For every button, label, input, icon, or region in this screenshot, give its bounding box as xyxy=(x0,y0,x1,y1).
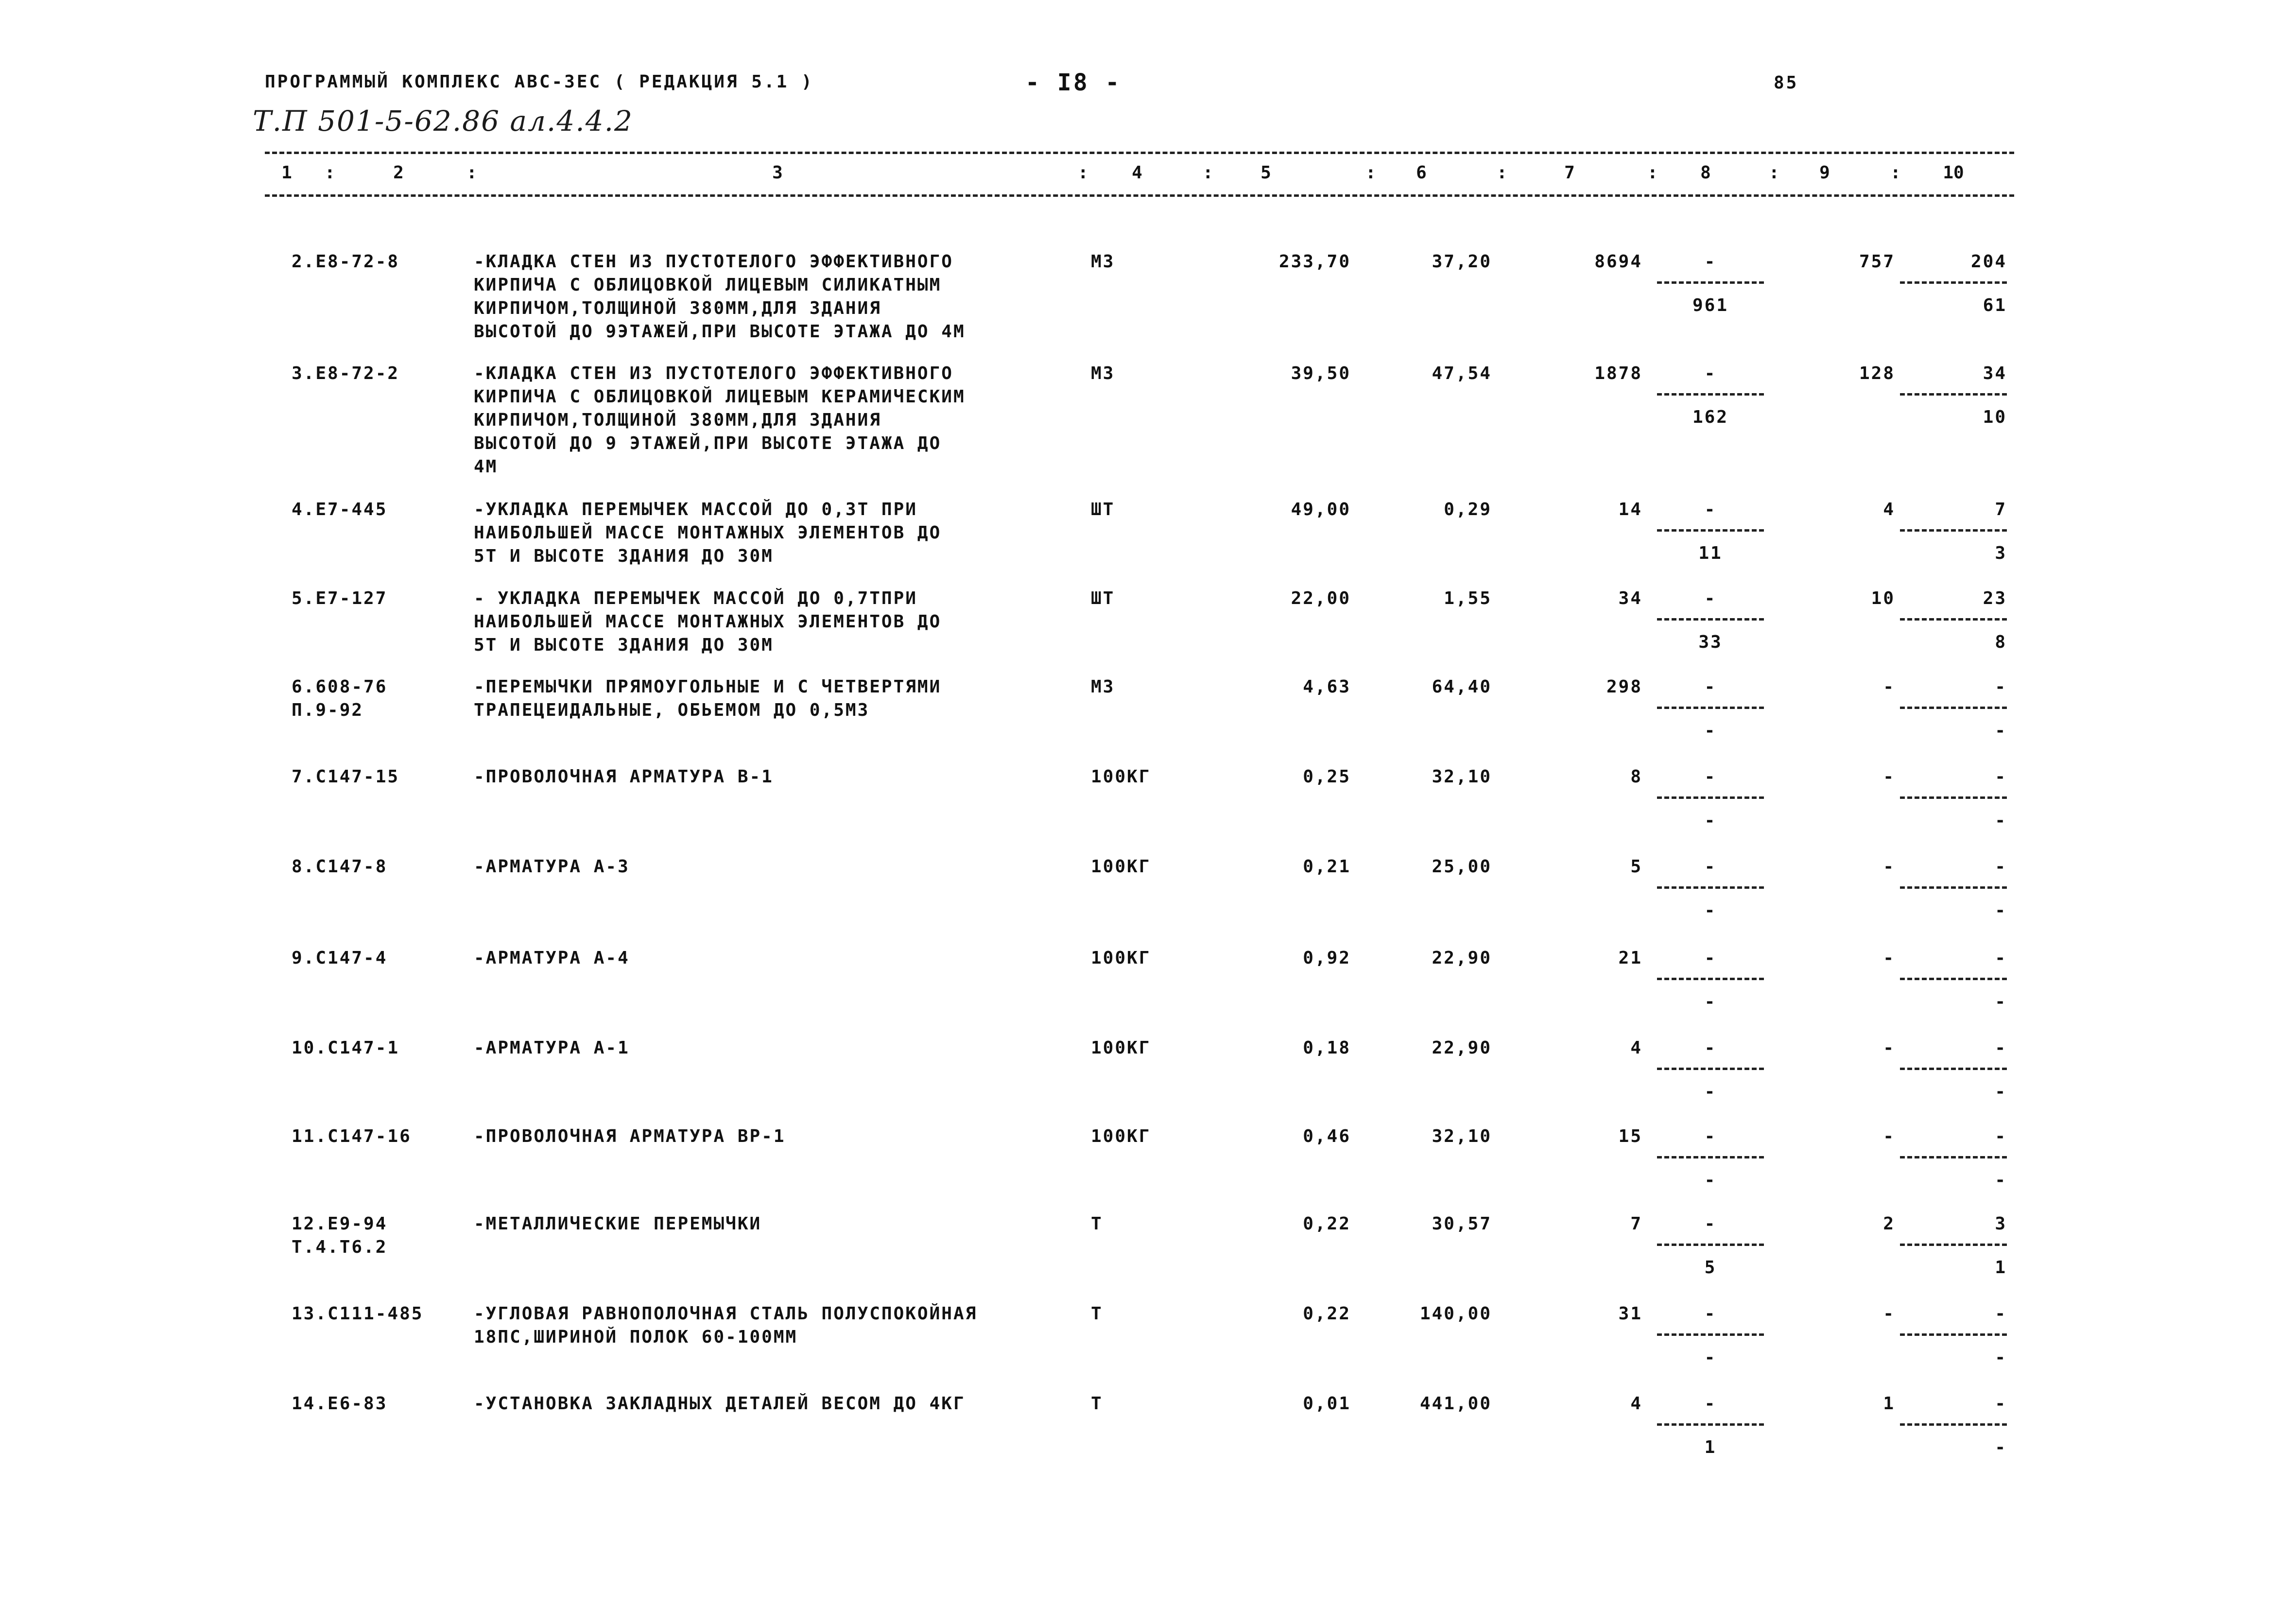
row-col8-top: - xyxy=(1704,363,1717,383)
row-total: 5 xyxy=(1630,857,1642,877)
col-separator: : xyxy=(1078,163,1088,183)
row-col8-bottom: - xyxy=(1704,1082,1717,1102)
row-col8-bottom: 11 xyxy=(1698,543,1723,563)
row-unit: Т xyxy=(1091,1394,1103,1414)
col-header-2: 2 xyxy=(393,163,404,183)
fraction-line xyxy=(1900,796,2007,799)
row-col10-bottom: - xyxy=(1995,1170,2007,1190)
fraction-line xyxy=(1900,618,2007,621)
row-quantity: 49,00 xyxy=(1291,500,1351,519)
row-description: -ПРОВОЛОЧНАЯ АРМАТУРА ВР-1 xyxy=(474,1126,786,1146)
row-quantity: 0,22 xyxy=(1303,1214,1351,1234)
row-description: - УКЛАДКА ПЕРЕМЫЧЕК МАССОЙ ДО 0,7ТПРИ НАИБОЛЬШЕЙ МАССЕ МОНТАЖНЫХ ЭЛЕМЕНТОВ ДО 5Т И ВЫСОТЕ ЗДАНИЯ ДО 30М xyxy=(474,588,942,655)
col-header-9: 9 xyxy=(1819,163,1830,183)
row-col10-top: - xyxy=(1995,1038,2007,1058)
row-number-code: 3.Е8-72-2 xyxy=(292,363,400,383)
fraction-line xyxy=(1657,1244,1764,1246)
row-col8-bottom: 5 xyxy=(1704,1258,1717,1278)
row-col9: 128 xyxy=(1859,363,1895,383)
row-col10-bottom: - xyxy=(1995,721,2007,741)
row-col10-top: 204 xyxy=(1970,252,2007,272)
fraction-line xyxy=(1657,978,1764,980)
row-col8-top: - xyxy=(1704,500,1717,519)
row-quantity: 4,63 xyxy=(1303,677,1351,697)
row-col9: - xyxy=(1883,767,1895,787)
col-separator: : xyxy=(1890,163,1901,183)
col-header-1: 1 xyxy=(281,163,292,183)
row-col8-top: - xyxy=(1704,677,1717,697)
row-col10-top: - xyxy=(1995,1394,2007,1414)
row-col8-bottom: 961 xyxy=(1692,295,1729,315)
row-col10-top: - xyxy=(1995,948,2007,968)
row-col9: 757 xyxy=(1859,252,1895,272)
row-number-code: 14.Е6-83 xyxy=(292,1394,388,1414)
row-col8-bottom: 1 xyxy=(1704,1437,1717,1457)
row-col8-bottom: - xyxy=(1704,721,1717,741)
row-number-code: 8.С147-8 xyxy=(292,857,388,877)
row-total: 4 xyxy=(1630,1038,1642,1058)
row-unit-price: 64,40 xyxy=(1432,677,1492,697)
row-total: 31 xyxy=(1618,1304,1642,1324)
col-header-5: 5 xyxy=(1260,163,1271,183)
row-col9: 2 xyxy=(1883,1214,1895,1234)
fraction-line xyxy=(1657,707,1764,709)
row-col8-bottom: 162 xyxy=(1692,407,1729,427)
row-col8-top: - xyxy=(1704,857,1717,877)
row-col10-top: 3 xyxy=(1995,1214,2007,1234)
row-total: 1878 xyxy=(1594,363,1642,383)
fraction-line xyxy=(1657,1156,1764,1158)
row-col10-top: 7 xyxy=(1995,500,2007,519)
row-col10-bottom: 10 xyxy=(1983,407,2007,427)
col-separator: : xyxy=(1647,163,1658,183)
col-header-4: 4 xyxy=(1132,163,1142,183)
col-separator: : xyxy=(1365,163,1376,183)
row-col10-top: - xyxy=(1995,1304,2007,1324)
row-description: -КЛАДКА СТЕН ИЗ ПУСТОТЕЛОГО ЭФФЕКТИВНОГО КИРПИЧА С ОБЛИЦОВКОЙ ЛИЦЕВЫМ КЕРАМИЧЕСКИМ КИРПИЧОМ,ТОЛЩИНОЙ 380ММ,ДЛЯ ЗДАНИЯ ВЫСОТОЙ ДО 9 ЭТАЖЕЙ,ПРИ ВЫСОТЕ ЭТАЖА ДО 4М xyxy=(474,363,966,477)
row-col8-top: - xyxy=(1704,588,1717,608)
row-unit: М3 xyxy=(1091,677,1115,697)
row-quantity: 0,92 xyxy=(1303,948,1351,968)
row-unit-price: 22,90 xyxy=(1432,1038,1492,1058)
col-separator: : xyxy=(1769,163,1779,183)
row-description: -УКЛАДКА ПЕРЕМЫЧЕК МАССОЙ ДО 0,3Т ПРИ НАИБОЛЬШЕЙ МАССЕ МОНТАЖНЫХ ЭЛЕМЕНТОВ ДО 5Т И ВЫСОТЕ ЗДАНИЯ ДО 30М xyxy=(474,500,942,566)
row-col10-bottom: - xyxy=(1995,1437,2007,1457)
row-unit: М3 xyxy=(1091,363,1115,383)
row-col9: - xyxy=(1883,857,1895,877)
row-number-code: 6.608-76 П.9-92 xyxy=(292,677,388,720)
row-total: 34 xyxy=(1618,588,1642,608)
row-col10-top: - xyxy=(1995,857,2007,877)
row-quantity: 0,21 xyxy=(1303,857,1351,877)
row-description: -АРМАТУРА А-4 xyxy=(474,948,630,968)
row-number-code: 10.С147-1 xyxy=(292,1038,400,1058)
fraction-line xyxy=(1900,1156,2007,1158)
row-quantity: 0,25 xyxy=(1303,767,1351,787)
row-quantity: 22,00 xyxy=(1291,588,1351,608)
row-total: 21 xyxy=(1618,948,1642,968)
row-col8-top: - xyxy=(1704,1038,1717,1058)
row-unit: Т xyxy=(1091,1214,1103,1234)
handwritten-note: Т.П 501-5-62.86 ал.4.4.2 xyxy=(253,104,633,138)
fraction-line xyxy=(1900,1333,2007,1336)
row-col8-bottom: - xyxy=(1704,811,1717,830)
row-unit-price: 32,10 xyxy=(1432,767,1492,787)
fraction-line xyxy=(1900,978,2007,980)
row-col10-top: 34 xyxy=(1983,363,2007,383)
fraction-line xyxy=(1657,796,1764,799)
row-col10-bottom: - xyxy=(1995,811,2007,830)
row-total: 8 xyxy=(1630,767,1642,787)
row-col9: - xyxy=(1883,948,1895,968)
row-unit-price: 22,90 xyxy=(1432,948,1492,968)
col-separator: : xyxy=(466,163,477,183)
row-number-code: 13.С111-485 xyxy=(292,1304,424,1324)
row-col10-top: 23 xyxy=(1983,588,2007,608)
row-description: -АРМАТУРА А-1 xyxy=(474,1038,630,1058)
fraction-line xyxy=(1900,393,2007,396)
row-quantity: 233,70 xyxy=(1278,252,1351,272)
row-col8-top: - xyxy=(1704,252,1717,272)
row-col10-bottom: 61 xyxy=(1983,295,2007,315)
row-unit-price: 1,55 xyxy=(1444,588,1492,608)
fraction-line xyxy=(1657,393,1764,396)
row-quantity: 0,18 xyxy=(1303,1038,1351,1058)
row-description: -УГЛОВАЯ РАВНОПОЛОЧНАЯ СТАЛЬ ПОЛУСПОКОЙНАЯ 18ПС,ШИРИНОЙ ПОЛОК 60-100ММ xyxy=(474,1304,978,1347)
row-col8-top: - xyxy=(1704,1214,1717,1234)
row-col9: - xyxy=(1883,1304,1895,1324)
fraction-line xyxy=(1900,1423,2007,1426)
row-unit-price: 25,00 xyxy=(1432,857,1492,877)
row-col8-top: - xyxy=(1704,1304,1717,1324)
row-unit-price: 47,54 xyxy=(1432,363,1492,383)
row-total: 7 xyxy=(1630,1214,1642,1234)
row-col10-bottom: - xyxy=(1995,1082,2007,1102)
fraction-line xyxy=(1900,1068,2007,1070)
row-col8-top: - xyxy=(1704,1126,1717,1146)
row-number-code: 11.С147-16 xyxy=(292,1126,412,1146)
col-header-6: 6 xyxy=(1416,163,1427,183)
row-col10-top: - xyxy=(1995,1126,2007,1146)
fraction-line xyxy=(1657,529,1764,532)
row-unit: Т xyxy=(1091,1304,1103,1324)
sheet-number: 85 xyxy=(1774,73,1799,93)
row-unit: 100КГ xyxy=(1091,1126,1151,1146)
table-top-border xyxy=(265,152,2014,154)
fraction-line xyxy=(1900,886,2007,889)
row-number-code: 5.Е7-127 xyxy=(292,588,388,608)
col-header-8: 8 xyxy=(1700,163,1711,183)
row-col9: - xyxy=(1883,1126,1895,1146)
row-total: 4 xyxy=(1630,1394,1642,1414)
row-number-code: 7.С147-15 xyxy=(292,767,400,787)
row-quantity: 0,01 xyxy=(1303,1394,1351,1414)
row-col8-bottom: - xyxy=(1704,1170,1717,1190)
row-unit: М3 xyxy=(1091,252,1115,272)
row-description: -ПЕРЕМЫЧКИ ПРЯМОУГОЛЬНЫЕ И С ЧЕТВЕРТЯМИ ТРАПЕЦЕИДАЛЬНЫЕ, ОБЬЕМОМ ДО 0,5М3 xyxy=(474,677,942,720)
fraction-line xyxy=(1657,886,1764,889)
col-separator: : xyxy=(1497,163,1507,183)
row-col8-bottom: - xyxy=(1704,992,1717,1012)
col-header-10: 10 xyxy=(1943,163,1964,183)
row-unit-price: 140,00 xyxy=(1419,1304,1492,1324)
row-quantity: 0,22 xyxy=(1303,1304,1351,1324)
row-total: 298 xyxy=(1606,677,1642,697)
row-unit: ШТ xyxy=(1091,588,1115,608)
row-col10-bottom: - xyxy=(1995,992,2007,1012)
row-total: 8694 xyxy=(1594,252,1642,272)
row-col8-top: - xyxy=(1704,767,1717,787)
row-col8-top: - xyxy=(1704,1394,1717,1414)
col-separator: : xyxy=(325,163,335,183)
fraction-line xyxy=(1657,618,1764,621)
fraction-line xyxy=(1900,529,2007,532)
row-col10-bottom: 1 xyxy=(1995,1258,2007,1278)
row-col8-bottom: - xyxy=(1704,900,1717,920)
row-col9: 10 xyxy=(1871,588,1895,608)
row-col9: - xyxy=(1883,677,1895,697)
page-marker: - I8 - xyxy=(1025,69,1122,96)
row-unit-price: 30,57 xyxy=(1432,1214,1492,1234)
row-number-code: 9.С147-4 xyxy=(292,948,388,968)
row-unit: 100КГ xyxy=(1091,767,1151,787)
row-description: -УСТАНОВКА ЗАКЛАДНЫХ ДЕТАЛЕЙ ВЕСОМ ДО 4КГ xyxy=(474,1394,966,1414)
row-unit-price: 0,29 xyxy=(1444,500,1492,519)
row-col9: - xyxy=(1883,1038,1895,1058)
col-header-3: 3 xyxy=(772,163,783,183)
row-unit-price: 441,00 xyxy=(1419,1394,1492,1414)
row-col10-bottom: - xyxy=(1995,900,2007,920)
fraction-line xyxy=(1657,1068,1764,1070)
row-quantity: 0,46 xyxy=(1303,1126,1351,1146)
row-description: -МЕТАЛЛИЧЕСКИЕ ПЕРЕМЫЧКИ xyxy=(474,1214,762,1234)
row-description: -КЛАДКА СТЕН ИЗ ПУСТОТЕЛОГО ЭФФЕКТИВНОГО КИРПИЧА С ОБЛИЦОВКОЙ ЛИЦЕВЫМ СИЛИКАТНЫМ КИРПИЧОМ,ТОЛЩИНОЙ 380ММ,ДЛЯ ЗДАНИЯ ВЫСОТОЙ ДО 9ЭТАЖЕЙ,ПРИ ВЫСОТЕ ЭТАЖА ДО 4М xyxy=(474,252,966,342)
fraction-line xyxy=(1900,707,2007,709)
row-number-code: 12.Е9-94 Т.4.Т6.2 xyxy=(292,1214,388,1257)
row-col9: 1 xyxy=(1883,1394,1895,1414)
row-unit: 100КГ xyxy=(1091,857,1151,877)
row-col10-bottom: - xyxy=(1995,1348,2007,1367)
fraction-line xyxy=(1900,281,2007,284)
row-total: 15 xyxy=(1618,1126,1642,1146)
fraction-line xyxy=(1900,1244,2007,1246)
row-col10-top: - xyxy=(1995,767,2007,787)
row-quantity: 39,50 xyxy=(1291,363,1351,383)
row-unit: 100КГ xyxy=(1091,948,1151,968)
row-unit-price: 37,20 xyxy=(1432,252,1492,272)
row-unit: 100КГ xyxy=(1091,1038,1151,1058)
fraction-line xyxy=(1657,281,1764,284)
row-col10-bottom: 3 xyxy=(1995,543,2007,563)
row-col10-bottom: 8 xyxy=(1995,632,2007,652)
col-header-7: 7 xyxy=(1564,163,1575,183)
row-col10-top: - xyxy=(1995,677,2007,697)
row-col8-bottom: - xyxy=(1704,1348,1717,1367)
row-description: -ПРОВОЛОЧНАЯ АРМАТУРА В-1 xyxy=(474,767,774,787)
col-separator: : xyxy=(1203,163,1213,183)
row-description: -АРМАТУРА А-3 xyxy=(474,857,630,877)
row-number-code: 4.Е7-445 xyxy=(292,500,388,519)
table-header-border xyxy=(265,194,2014,197)
row-number-code: 2.Е8-72-8 xyxy=(292,252,400,272)
program-title: ПРОГРАММЫЙ КОМПЛЕКС АВС-ЗЕС ( РЕДАКЦИЯ 5.1 ) xyxy=(265,72,814,92)
fraction-line xyxy=(1657,1333,1764,1336)
row-total: 14 xyxy=(1618,500,1642,519)
fraction-line xyxy=(1657,1423,1764,1426)
row-unit-price: 32,10 xyxy=(1432,1126,1492,1146)
row-col8-top: - xyxy=(1704,948,1717,968)
row-unit: ШТ xyxy=(1091,500,1115,519)
row-col9: 4 xyxy=(1883,500,1895,519)
row-col8-bottom: 33 xyxy=(1698,632,1723,652)
